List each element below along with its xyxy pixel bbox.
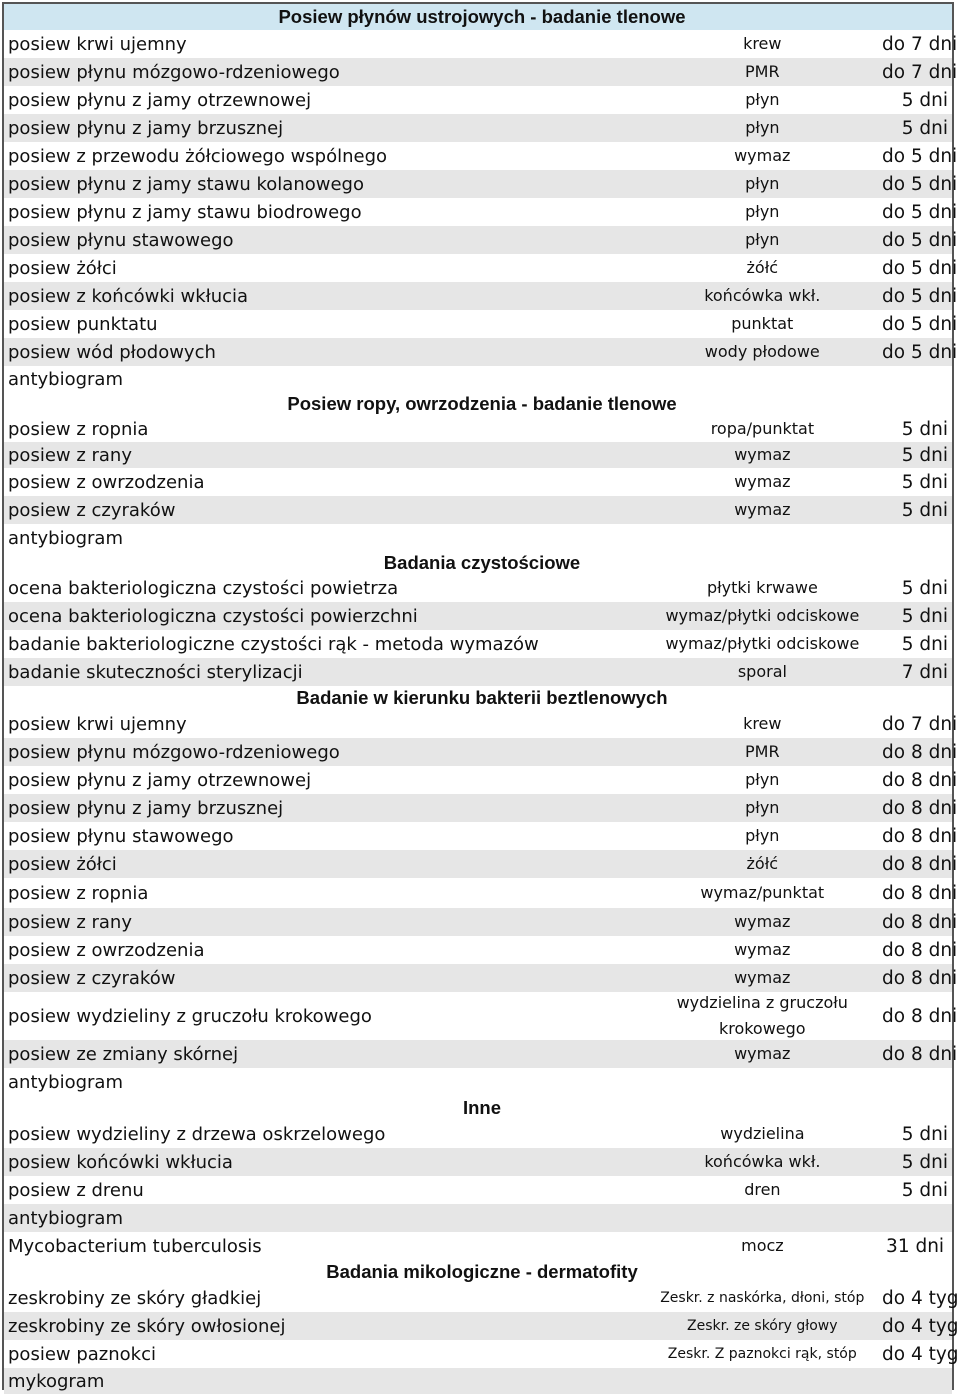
- table-row-posiew-zo-ci: [4, 850, 958, 878]
- sample-type: Zeskr. z naskórka, dłoni, stóp: [660, 1290, 865, 1306]
- turnaround-time: 31 dni: [886, 1235, 945, 1257]
- table-row-ocena-bakteriologiczna-czystosci-powierzchni: [4, 602, 952, 630]
- sample-type: wydzielina: [720, 1124, 805, 1143]
- turnaround-time: do 8 dni: [882, 769, 958, 791]
- sample-type: Zeskr. ze skóry głowy: [687, 1318, 838, 1334]
- section-header-s1: [4, 4, 952, 30]
- section-header-s6: [4, 1260, 952, 1284]
- turnaround-time: do 8 dni: [882, 1043, 958, 1065]
- test-name: posiew z czyraków: [8, 967, 176, 989]
- table-row-antybiogram: [4, 366, 952, 392]
- sample-type: płyn: [745, 90, 780, 109]
- sample-type: krew: [743, 714, 782, 733]
- test-name: badanie bakteriologiczne czystości rąk - metoda wymazów: [8, 633, 539, 655]
- sample-type: Zeskr. Z paznokci rąk, stóp: [667, 1346, 857, 1362]
- table-row-antybiogram: [4, 524, 952, 552]
- table-row-posiew-z-przewodu-zo-ciowego-wspolnego: [4, 142, 958, 170]
- test-name: posiew płynu z jamy stawu kolanowego: [8, 173, 364, 195]
- test-name: posiew z końcówki wkłucia: [8, 285, 249, 307]
- turnaround-time: do 8 dni: [882, 797, 958, 819]
- test-name: posiew końcówki wkłucia: [8, 1151, 233, 1173]
- sample-type: wymaz: [734, 1044, 791, 1063]
- test-name: antybiogram: [8, 527, 123, 549]
- turnaround-time: do 8 dni: [882, 967, 958, 989]
- sample-type: płyn: [745, 118, 780, 137]
- sample-type: wymaz: [734, 472, 791, 491]
- test-name: posiew płynu z jamy otrzewnowej: [8, 769, 312, 791]
- sample-type: wymaz/płytki odciskowe: [665, 634, 860, 653]
- test-name: posiew żółci: [8, 853, 117, 875]
- section-title: Badania mikologiczne - dermatofity: [326, 1261, 638, 1282]
- turnaround-time: 5 dni: [901, 633, 948, 655]
- turnaround-time: do 4 tyg: [882, 1343, 959, 1365]
- table-row-posiew-p-ynu-mozgowo-rdzeniowego: [4, 738, 958, 766]
- section-title: Posiew ropy, owrzodzenia - badanie tlenowe: [287, 393, 677, 414]
- test-name: posiew z ropnia: [8, 418, 149, 440]
- turnaround-time: 5 dni: [901, 418, 948, 440]
- table-row-posiew-z-czyrakow: [4, 964, 958, 992]
- test-name: antybiogram: [8, 1207, 123, 1229]
- turnaround-time: do 4 tyg: [882, 1315, 959, 1337]
- sample-type: wymaz: [734, 500, 791, 519]
- table-row-zeskrobiny-ze-skory-g-adkiej: [4, 1284, 959, 1312]
- sample-type: płyn: [745, 174, 780, 193]
- test-name: mykogram: [8, 1370, 105, 1392]
- test-name: posiew z ropnia: [8, 882, 149, 904]
- sample-type: punktat: [731, 314, 794, 333]
- table-row-posiew-p-ynu-z-jamy-stawu-kolanowego: [4, 170, 958, 198]
- table-row-posiew-wydzieliny-z-gruczo-u-krokowego: [4, 992, 958, 1040]
- section-title: Inne: [462, 1097, 502, 1118]
- test-name: posiew płynu mózgowo-rdzeniowego: [8, 741, 340, 763]
- turnaround-time: do 5 dni: [882, 173, 958, 195]
- turnaround-time: do 5 dni: [882, 257, 958, 279]
- section-header-s2: [4, 392, 952, 416]
- table-row-badanie-bakteriologiczne-czystosci-rak-metoda-wymazow: [4, 630, 952, 658]
- turnaround-time: do 8 dni: [882, 1005, 958, 1027]
- test-name: antybiogram: [8, 1071, 123, 1093]
- test-name: posiew z przewodu żółciowego wspólnego: [8, 145, 388, 167]
- turnaround-time: 5 dni: [901, 605, 948, 627]
- sample-type: PMR: [744, 742, 780, 761]
- sample-type: płyn: [745, 202, 780, 221]
- table-row-badanie-skutecznosci-sterylizacji: [4, 658, 952, 686]
- sample-type: wymaz: [734, 968, 791, 987]
- test-name: posiew z owrzodzenia: [8, 471, 205, 493]
- turnaround-time: do 7 dni: [882, 713, 958, 735]
- turnaround-time: do 5 dni: [882, 201, 958, 223]
- test-name: posiew z rany: [8, 444, 132, 466]
- table-row-posiew-zo-ci: [4, 254, 958, 282]
- sample-type: sporal: [737, 662, 787, 681]
- sample-type: płyn: [745, 230, 780, 249]
- turnaround-time: do 8 dni: [882, 741, 958, 763]
- turnaround-time: do 5 dni: [882, 145, 958, 167]
- table-row-posiew-p-ynu-z-jamy-stawu-biodrowego: [4, 198, 958, 226]
- turnaround-time: do 8 dni: [882, 911, 958, 933]
- test-name: ocena bakteriologiczna czystości powierzchni: [8, 605, 418, 627]
- table-row-posiew-z-ropnia: [4, 416, 952, 442]
- turnaround-time: do 5 dni: [882, 341, 958, 363]
- turnaround-time: do 8 dni: [882, 882, 958, 904]
- test-name: posiew z czyraków: [8, 499, 176, 521]
- test-name: posiew krwi ujemny: [8, 713, 187, 735]
- table-row-posiew-z-owrzodzenia: [4, 468, 952, 496]
- turnaround-time: 5 dni: [901, 499, 948, 521]
- test-name: Mycobacterium tuberculosis: [8, 1235, 262, 1257]
- test-name: badanie skuteczności sterylizacji: [8, 661, 303, 683]
- table-row-posiew-z-rany: [4, 442, 952, 468]
- table-row-posiew-ze-zmiany-skornej: [4, 1040, 958, 1068]
- table-row-antybiogram: [4, 1204, 952, 1232]
- sample-type: wymaz: [734, 445, 791, 464]
- sample-type: krew: [743, 34, 782, 53]
- table-row-posiew-krwi-ujemny: [4, 30, 958, 58]
- sample-type: płyn: [745, 826, 780, 845]
- test-name: posiew punktatu: [8, 313, 158, 335]
- table-row-ocena-bakteriologiczna-czystosci-powietrza: [4, 574, 952, 602]
- sample-type: PMR: [744, 62, 780, 81]
- turnaround-time: 5 dni: [901, 117, 948, 139]
- table-row-posiew-krwi-ujemny: [4, 710, 958, 738]
- table-row-posiew-z-owrzodzenia: [4, 936, 958, 964]
- turnaround-time: 5 dni: [901, 577, 948, 599]
- section-title: Posiew płynów ustrojowych - badanie tlenowe: [278, 6, 686, 27]
- table-row-posiew-wod-p-odowych: [4, 338, 958, 366]
- sample-type: mocz: [741, 1236, 784, 1255]
- turnaround-time: 5 dni: [901, 1151, 948, 1173]
- table-row-posiew-p-ynu-z-jamy-brzusznej: [4, 114, 952, 142]
- turnaround-time: 5 dni: [901, 471, 948, 493]
- test-name: posiew płynu z jamy brzusznej: [8, 797, 284, 819]
- table-row-zeskrobiny-ze-skory-ow-osionej: [4, 1312, 959, 1340]
- table-row-posiew-z-czyrakow: [4, 496, 952, 524]
- turnaround-time: do 4 tyg: [882, 1287, 959, 1309]
- turnaround-time: 5 dni: [901, 1123, 948, 1145]
- table-row-posiew-z-koncowki-wk-ucia: [4, 282, 958, 310]
- section-header-s4: [4, 686, 952, 710]
- table-row-antybiogram: [4, 1068, 952, 1096]
- sample-type: wody płodowe: [704, 342, 820, 361]
- table-row-posiew-koncowki-wk-ucia: [4, 1148, 952, 1176]
- test-name: posiew krwi ujemny: [8, 33, 187, 55]
- sample-type: wymaz: [734, 940, 791, 959]
- sample-type: wymaz/płytki odciskowe: [665, 606, 860, 625]
- sample-type: żółć: [746, 854, 779, 873]
- test-name: posiew wydzieliny z drzewa oskrzelowego: [8, 1123, 386, 1145]
- turnaround-time: do 8 dni: [882, 825, 958, 847]
- test-name: ocena bakteriologiczna czystości powietrza: [8, 577, 399, 599]
- section-title: Badania czystościowe: [383, 552, 581, 573]
- turnaround-time: do 7 dni: [882, 61, 958, 83]
- table-row-posiew-p-ynu-z-jamy-brzusznej: [4, 794, 958, 822]
- test-name: posiew z owrzodzenia: [8, 939, 205, 961]
- table-row-posiew-p-ynu-mozgowo-rdzeniowego: [4, 58, 958, 86]
- sample-type: wymaz: [734, 912, 791, 931]
- test-name: posiew wydzieliny z gruczołu krokowego: [8, 1005, 372, 1027]
- test-name: posiew płynu z jamy stawu biodrowego: [8, 201, 362, 223]
- test-name: zeskrobiny ze skóry owłosionej: [8, 1315, 286, 1337]
- table-row-posiew-z-ropnia: [4, 878, 958, 908]
- turnaround-time: do 7 dni: [882, 33, 958, 55]
- table-row-posiew-z-drenu: [4, 1176, 952, 1204]
- sample-type: żółć: [746, 258, 779, 277]
- turnaround-time: do 8 dni: [882, 853, 958, 875]
- test-name: posiew paznokci: [8, 1343, 156, 1365]
- turnaround-time: 7 dni: [901, 661, 948, 683]
- test-name: antybiogram: [8, 368, 123, 390]
- sample-type: płyn: [745, 798, 780, 817]
- test-name: posiew płynu z jamy brzusznej: [8, 117, 284, 139]
- test-name: posiew wód płodowych: [8, 341, 216, 363]
- table-row-posiew-wydzieliny-z-drzewa-oskrzelowego: [4, 1120, 952, 1148]
- test-name: posiew płynu stawowego: [8, 229, 234, 251]
- sample-type: dren: [744, 1180, 781, 1199]
- turnaround-time: 5 dni: [901, 1179, 948, 1201]
- sample-type: końcówka wkł.: [704, 286, 821, 305]
- test-name: zeskrobiny ze skóry gładkiej: [8, 1287, 262, 1309]
- table-row-mycobacterium-tuberculosis: [4, 1232, 952, 1260]
- turnaround-time: do 5 dni: [882, 229, 958, 251]
- turnaround-time: 5 dni: [901, 89, 948, 111]
- turnaround-time: 5 dni: [901, 444, 948, 466]
- table-row-posiew-z-rany: [4, 908, 958, 936]
- turnaround-time: do 5 dni: [882, 285, 958, 307]
- section-title: Badanie w kierunku bakterii beztlenowych: [296, 687, 668, 708]
- sample-type: płyn: [745, 770, 780, 789]
- section-header-s5: [4, 1096, 952, 1120]
- table-row-posiew-p-ynu-stawowego: [4, 226, 958, 254]
- test-name: posiew płynu z jamy otrzewnowej: [8, 89, 312, 111]
- table-sheet: [2, 2, 959, 1392]
- test-name: posiew płynu mózgowo-rdzeniowego: [8, 61, 340, 83]
- section-header-s3: [4, 552, 952, 574]
- test-name: posiew płynu stawowego: [8, 825, 234, 847]
- turnaround-time: do 8 dni: [882, 939, 958, 961]
- table-row-posiew-paznokci: [4, 1340, 959, 1368]
- sample-type: wymaz/punktat: [700, 883, 825, 902]
- turnaround-time: do 5 dni: [882, 313, 958, 335]
- test-name: posiew żółci: [8, 257, 117, 279]
- table-row-posiew-p-ynu-z-jamy-otrzewnowej: [4, 86, 952, 114]
- sample-type: ropa/punktat: [710, 419, 815, 438]
- test-name: posiew ze zmiany skórnej: [8, 1043, 239, 1065]
- test-name: posiew z rany: [8, 911, 132, 933]
- table-row-mykogram: [4, 1368, 952, 1394]
- test-name: posiew z drenu: [8, 1179, 144, 1201]
- sample-type: wydzielina z gruczołu krokowego: [676, 993, 848, 1038]
- sample-type: wymaz: [734, 146, 791, 165]
- sample-type: końcówka wkł.: [704, 1152, 821, 1171]
- table-row-posiew-punktatu: [4, 310, 958, 338]
- sample-type: płytki krwawe: [706, 578, 818, 597]
- table-row-posiew-p-ynu-z-jamy-otrzewnowej: [4, 766, 958, 794]
- table-row-posiew-p-ynu-stawowego: [4, 822, 958, 850]
